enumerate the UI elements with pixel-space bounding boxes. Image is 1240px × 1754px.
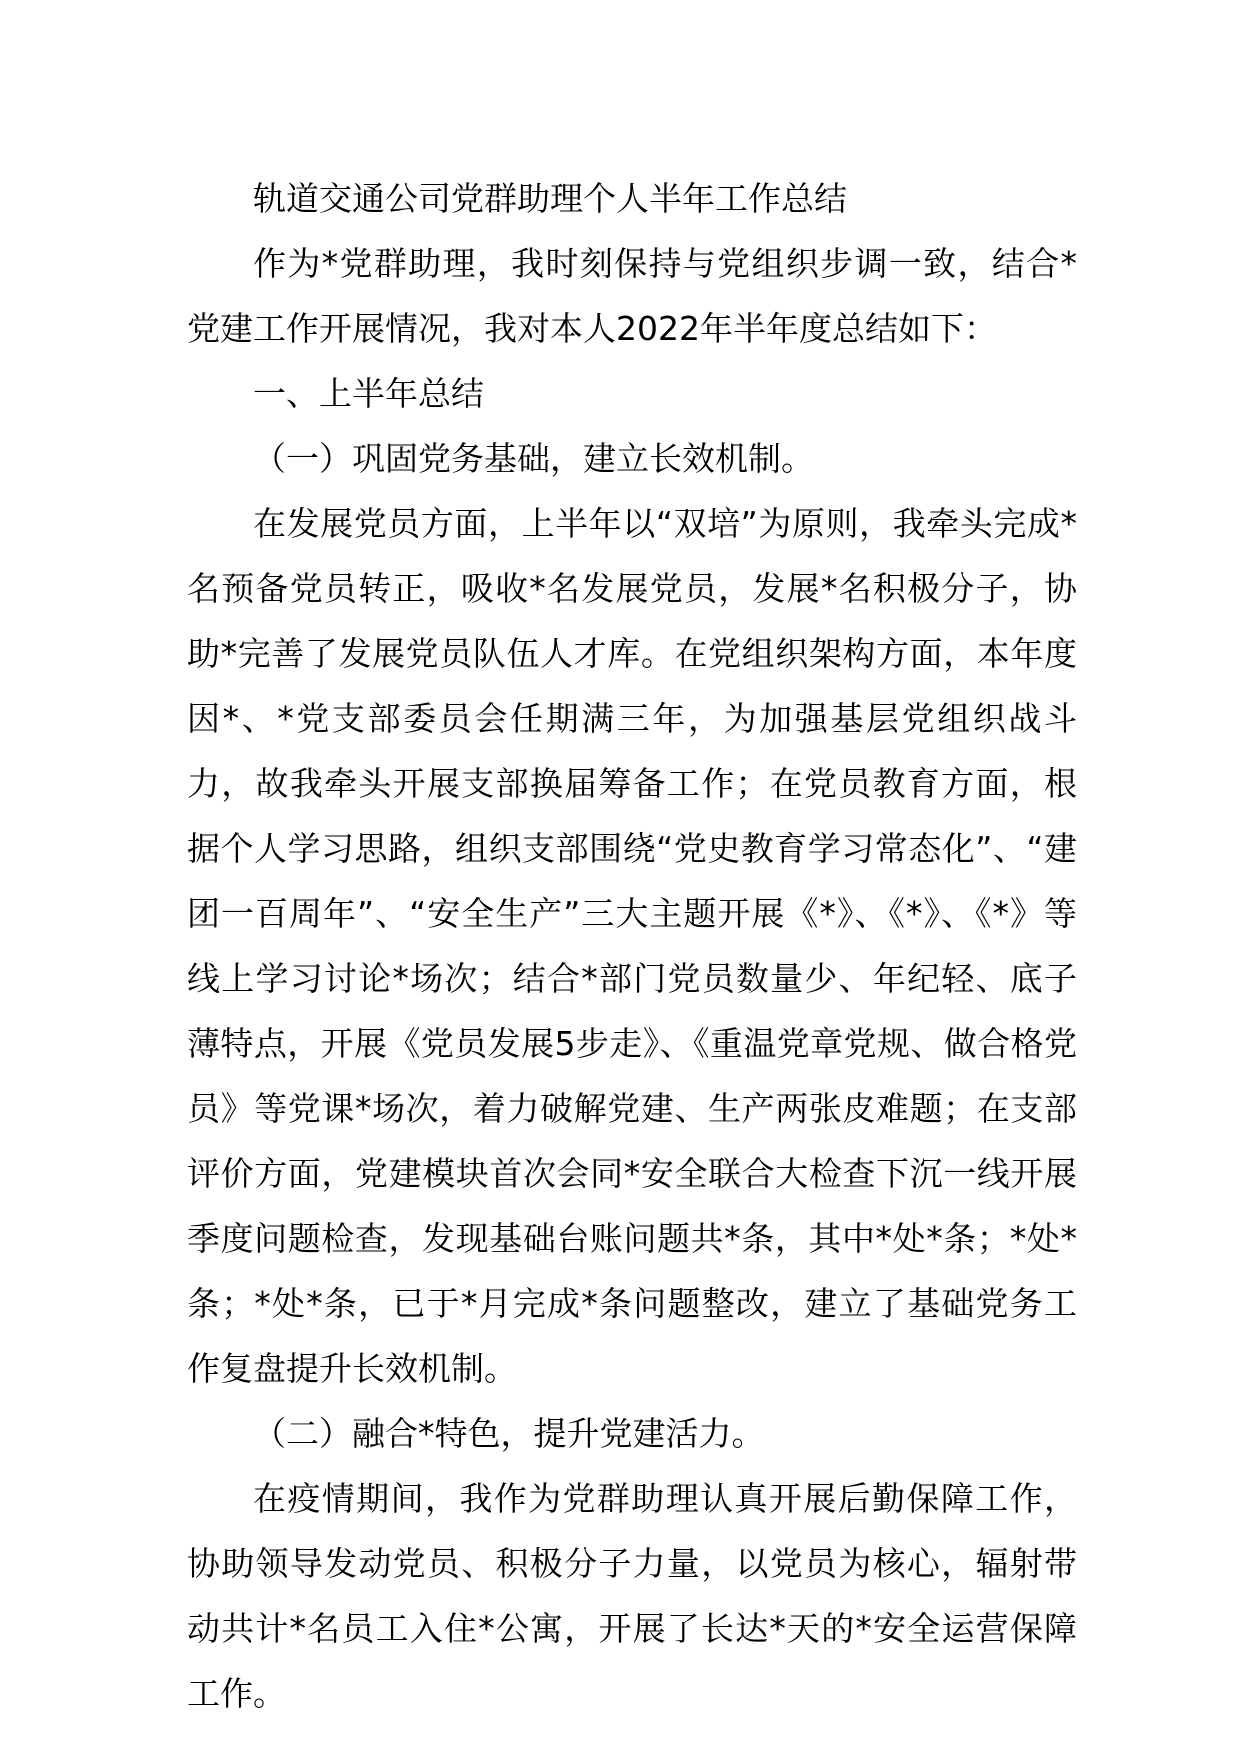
subsection-heading-2: （二）融合*特色，提升党建活力。: [253, 1414, 765, 1453]
subsection-body-2: 在疫情期间，我作为党群助理认真开展后勤保障工作，协助领导发动党员、积极分子力量，以党员为核心，辐射带动共计*名员工入住*公寓，开展了长达*天的*安全运营保障工作。: [187, 1479, 1077, 1713]
subsection-body-1: 在发展党员方面，上半年以“双培”为原则，我牵头完成*名预备党员转正，吸收*名发展党员，发展*名积极分子，协助*完善了发展党员队伍人才库。在党组织架构方面，本年度因*、*党支部委员会任期满三年，为加强基层党组织战斗力，故我牵头开展支部换届筹备工作；在党员教育方面，根据个人学习思路，组织支部围绕“党史教育学习常态化”、“建团一百周年”、“安全生产”三大主题开展《*》、《*》、《*》等线上学习讨论*场次；结合*部门党员数量少、年纪轻、底子薄特点，开展《党员发展5步走》、《重温党章党规、做合格党员》等党课*场次，着力破解党建、生产两张皮难题；在支部评价方面，党建模块首次会同*安全联合大检查下沉一线开展季度问题检查，发现基础台账问题共*条，其中*处*条；*处*条；*处*条，已于*月完成*条问题整改，建立了基础党务工作复盘提升长效机制。: [187, 504, 1077, 1388]
document-body: [187, 166, 1077, 1726]
section-heading-1: 一、上半年总结: [253, 374, 484, 413]
subsection-heading-1: （一）巩固党务基础，建立长效机制。: [253, 439, 814, 478]
intro-paragraph: 作为*党群助理，我时刻保持与党组织步调一致，结合*党建工作开展情况，我对本人2022年半年度总结如下：: [187, 244, 1077, 348]
document-title: 轨道交通公司党群助理个人半年工作总结: [253, 179, 847, 218]
